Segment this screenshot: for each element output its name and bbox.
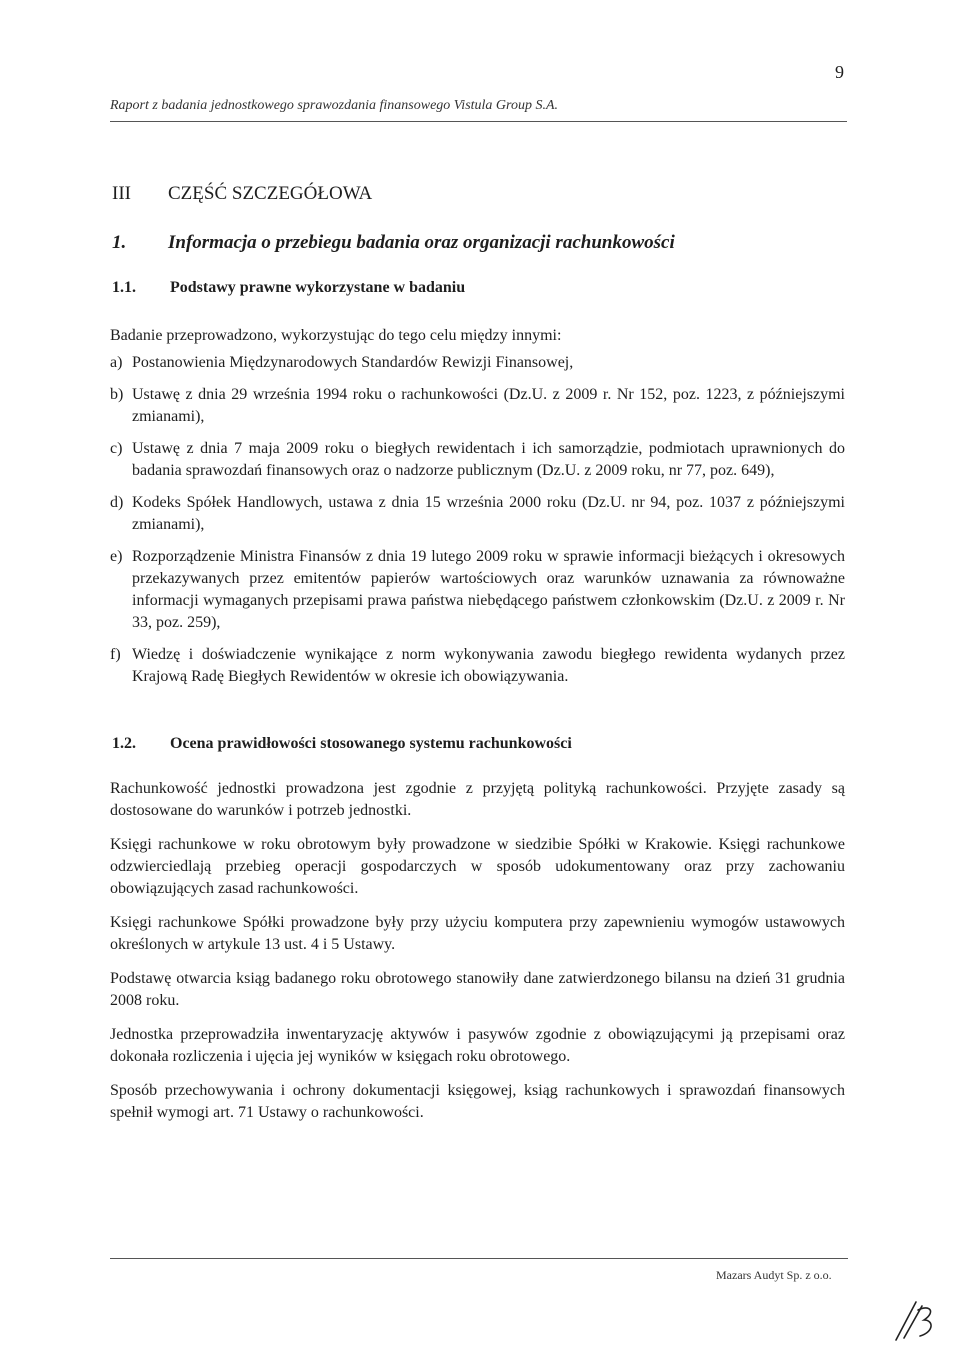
- assessment-paragraphs: [110, 778, 845, 1136]
- list-item: [110, 384, 845, 428]
- list-item-letter: d): [110, 494, 124, 511]
- list-item: [110, 492, 845, 536]
- subsection-title: Ocena prawidłowości stosowanego systemu rachunkowości: [170, 735, 572, 752]
- paragraph: Rachunkowość jednostki prowadzona jest zgodnie z przyjętą polityką rachunkowości. Przyjęte zasady są dostosowane do warunków i potrzeb jednostki.: [110, 780, 845, 819]
- subsection-number: 1.2.: [112, 735, 136, 752]
- part-number: III: [112, 183, 131, 204]
- list-item-text: Rozporządzenie Ministra Finansów z dnia 19 lutego 2009 roku w sprawie informacji bieżących i okresowych przekazywanych przez emitentów papierów wartościowych oraz warunków uznawania za równoważne informacji wymaganych przepisami prawa państwa niebędącego państwem członkowskim (Dz.U. z 2009 r. Nr 33, poz. 259),: [132, 548, 845, 631]
- subsection-heading-legal-basis: [112, 279, 465, 297]
- list-item-letter: e): [110, 548, 123, 565]
- paragraph: Sposób przechowywania i ochrony dokumentacji księgowej, ksiąg rachunkowych i sprawozdań finansowych spełnił wymogi art. 71 Ustawy o rachunkowości.: [110, 1082, 845, 1121]
- footer-company: Mazars Audyt Sp. z o.o.: [716, 1268, 832, 1282]
- section-number: 1.: [112, 232, 127, 253]
- list-item: [110, 352, 845, 374]
- paragraph: Podstawę otwarcia ksiąg badanego roku obrotowego stanowiły dane zatwierdzonego bilansu na dzień 31 grudnia 2008 roku.: [110, 970, 845, 1009]
- header-divider: [110, 121, 847, 122]
- list-item-letter: f): [110, 646, 121, 663]
- list-item-letter: a): [110, 354, 123, 371]
- list-item: [110, 438, 845, 482]
- paragraph: Jednostka przeprowadziła inwentaryzację aktywów i pasywów zgodnie z obowiązującymi ją przepisami oraz dokonała rozliczenia i ujęcia jej wyników w księgach roku obrotowego.: [110, 1026, 845, 1065]
- list-item-letter: c): [110, 440, 123, 457]
- list-item-text: Ustawę z dnia 29 września 1994 roku o rachunkowości (Dz.U. z 2009 r. Nr 152, poz. 1223, z późniejszymi zmianami),: [132, 386, 845, 425]
- running-header: Raport z badania jednostkowego sprawozdania finansowego Vistula Group S.A.: [110, 98, 559, 113]
- subsection-title: Podstawy prawne wykorzystane w badaniu: [170, 279, 466, 296]
- section-heading: [112, 232, 675, 254]
- subsection-number: 1.1.: [112, 279, 136, 296]
- part-heading: [112, 183, 372, 205]
- part-title: CZĘŚĆ SZCZEGÓŁOWA: [168, 183, 373, 204]
- list-item: [110, 546, 845, 634]
- section-title: Informacja o przebiegu badania oraz organizacji rachunkowości: [168, 232, 675, 253]
- paragraph: Księgi rachunkowe w roku obrotowym były prowadzone w siedzibie Spółki w Krakowie. Księgi rachunkowe odzwierciedlają przebieg operacji gospodarczych w sposób udokumentowany oraz przy zachowaniu obowiązujących zasad rachunkowości.: [110, 836, 845, 897]
- list-item-text: Ustawę z dnia 7 maja 2009 roku o biegłych rewidentach i ich samorządzie, podmiotach uprawnionych do badania sprawozdań finansowych oraz o nadzorze publicznym (Dz.U. z 2009 roku, nr 77, poz. 649),: [132, 440, 845, 479]
- intro-paragraph: Badanie przeprowadzono, wykorzystując do tego celu między innymi:: [110, 327, 562, 344]
- footer-divider: [110, 1258, 848, 1259]
- list-item-text: Postanowienia Międzynarodowych Standardów Rewizji Finansowej,: [132, 354, 574, 371]
- subsection-heading-accounting-system: [112, 735, 572, 753]
- signature-initials-icon: [890, 1296, 940, 1346]
- list-item-text: Wiedzę i doświadczenie wynikające z norm wykonywania zawodu biegłego rewidenta wydanych przez Krajową Radę Biegłych Rewidentów w okresie ich obowiązywania.: [132, 646, 845, 685]
- list-item-text: Kodeks Spółek Handlowych, ustawa z dnia 15 września 2000 roku (Dz.U. nr 94, poz. 1037 z późniejszymi zmianami),: [132, 494, 845, 533]
- paragraph: Księgi rachunkowe Spółki prowadzone były przy użyciu komputera przy zapewnieniu wymogów ustawowych określonych w artykule 13 ust. 4 i 5 Ustawy.: [110, 914, 845, 953]
- page-number: 9: [835, 62, 844, 82]
- list-item: [110, 644, 845, 688]
- list-item-letter: b): [110, 386, 124, 403]
- legal-basis-list: [110, 352, 845, 698]
